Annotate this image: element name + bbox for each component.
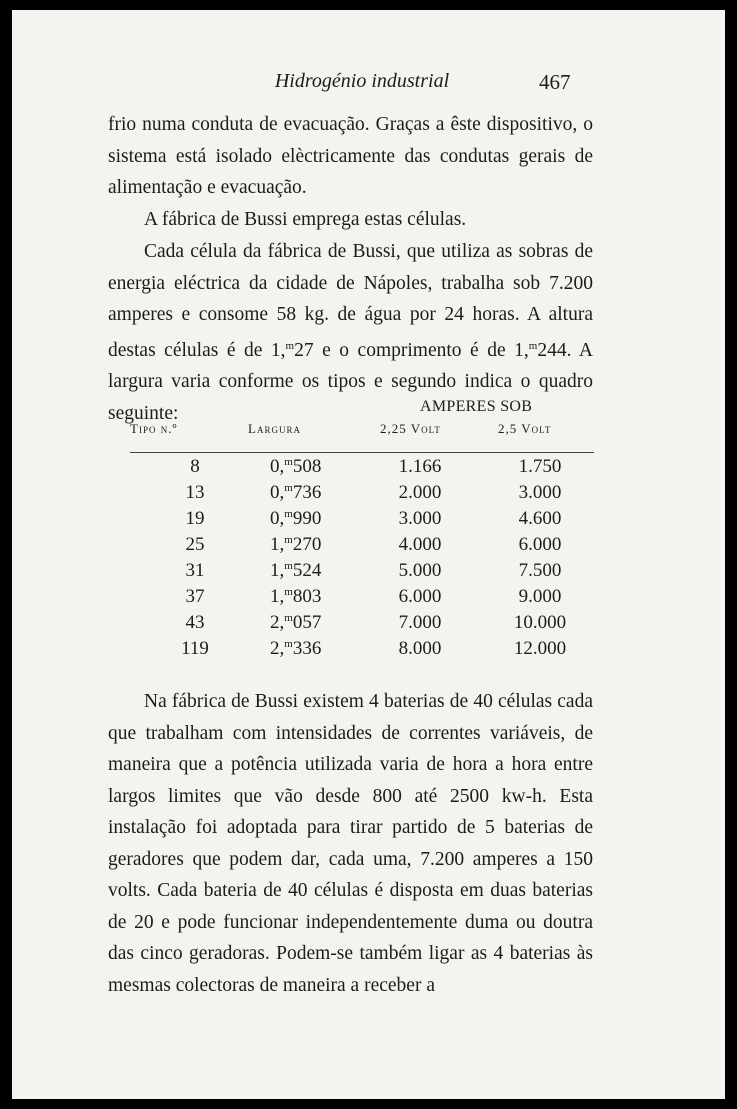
running-header-title: Hidrogénio industrial bbox=[274, 70, 450, 92]
cell-amperes-2-5-volt: 1.750 bbox=[518, 456, 562, 477]
column-header-2-5-volt: 2,5 Volt bbox=[498, 421, 552, 436]
meter-unit-superscript: m bbox=[284, 534, 293, 546]
cell-largura: 2,$^m$057 bbox=[270, 612, 322, 633]
cell-tipo: 119 bbox=[181, 638, 209, 659]
cell-amperes-2-5-volt: 4.600 bbox=[518, 508, 562, 529]
column-header-tipo: Tipo n.º bbox=[130, 421, 178, 436]
cell-amperes-2-5-volt: 9.000 bbox=[518, 586, 562, 607]
cell-tipo: 43 bbox=[185, 612, 205, 633]
meter-unit-superscript: m bbox=[284, 456, 293, 468]
cell-largura: 1,$^m$270 bbox=[270, 534, 322, 555]
table-row bbox=[130, 482, 594, 508]
cell-tipo: 8 bbox=[190, 456, 200, 477]
cell-amperes-2-25-volt: 3.000 bbox=[398, 508, 442, 529]
table-row bbox=[130, 456, 594, 482]
paragraph-4: Na fábrica de Bussi existem 4 baterias de 40 células cada que trabalham com intensidades de correntes variáveis, de maneira que a potência utilizada varia de hora a hora entre largos limites que vão desde 800 até 2500 kw-h. Esta instalação foi adoptada para tirar partido de 5 baterias de geradores que podem dar, cada uma, 7.200 amperes a 150 volts. Cada bateria de 40 células é disposta em duas baterias de 20 e pode funcionar independentemente duma ou doutra das cinco geradoras. Podem-se também ligar as 4 baterias às mesmas colectoras de maneira a receber a bbox=[108, 691, 593, 996]
cell-amperes-2-25-volt: 6.000 bbox=[398, 586, 442, 607]
cell-amperes-2-5-volt: 10.000 bbox=[513, 612, 567, 633]
cell-largura: 0,$^m$508 bbox=[270, 456, 322, 477]
meter-unit-superscript: m bbox=[284, 560, 293, 572]
cell-amperes-2-25-volt: 4.000 bbox=[398, 534, 442, 555]
cell-amperes-2-25-volt: 8.000 bbox=[398, 638, 442, 659]
cell-largura: 0,$^m$736 bbox=[270, 482, 322, 503]
table-row bbox=[130, 638, 594, 664]
cell-largura: 2,$^m$336 bbox=[270, 638, 322, 659]
paragraph-3: Cada célula da fábrica de Bussi, que utiliza as sobras de energia eléctrica da cidade de Nápoles, trabalha sob 7.200 amperes e consome 58 kg. de água por 24 horas. A altura destas células é de 1,$^m$27 e o comprimento é de 1,$^m$244. A largura varia conforme os tipos e segundo indica o quadro seguinte: bbox=[108, 241, 593, 424]
cell-largura: 1,$^m$803 bbox=[270, 586, 322, 607]
table-row bbox=[130, 534, 594, 560]
cell-amperes-2-5-volt: 12.000 bbox=[513, 638, 567, 659]
cell-amperes-2-5-volt: 6.000 bbox=[518, 534, 562, 555]
meter-unit-superscript: m bbox=[285, 339, 295, 352]
paragraph-1: frio numa conduta de evacuação. Graças a êste dispositivo, o sistema está isolado elèctricamente das condutas gerais de alimentação e evacuação. bbox=[108, 114, 593, 198]
meter-unit-superscript: m bbox=[284, 508, 293, 520]
cell-amperes-2-5-volt: 7.500 bbox=[518, 560, 562, 581]
table-row bbox=[130, 560, 594, 586]
table-row bbox=[130, 612, 594, 638]
cell-tipo: 37 bbox=[185, 586, 205, 607]
cell-tipo: 31 bbox=[185, 560, 205, 581]
cell-tipo: 25 bbox=[185, 534, 205, 555]
meter-unit-superscript: m bbox=[284, 638, 293, 650]
cell-tipo: 13 bbox=[185, 482, 205, 503]
cell-amperes-2-25-volt: 2.000 bbox=[398, 482, 442, 503]
column-header-largura: Largura bbox=[248, 421, 301, 436]
cell-amperes-2-25-volt: 1.166 bbox=[398, 456, 442, 477]
meter-unit-superscript: m bbox=[284, 612, 293, 624]
header-rule bbox=[130, 452, 594, 453]
table-row bbox=[130, 508, 594, 534]
cell-amperes-2-25-volt: 5.000 bbox=[398, 560, 442, 581]
page-number: 467 bbox=[539, 70, 571, 94]
cell-amperes-2-5-volt: 3.000 bbox=[518, 482, 562, 503]
paragraph-2: A fábrica de Bussi emprega estas células. bbox=[144, 209, 467, 230]
cell-largura: 0,$^m$990 bbox=[270, 508, 322, 529]
cell-largura: 1,$^m$524 bbox=[270, 560, 322, 581]
meter-unit-superscript: m bbox=[284, 586, 293, 598]
amperes-group-header: AMPERES SOB bbox=[420, 398, 533, 415]
cell-amperes-2-25-volt: 7.000 bbox=[398, 612, 442, 633]
meter-unit-superscript: m bbox=[528, 339, 538, 352]
table-body bbox=[130, 456, 594, 664]
meter-unit-superscript: m bbox=[284, 482, 293, 494]
table-row bbox=[130, 586, 594, 612]
cell-tipo: 19 bbox=[185, 508, 205, 529]
column-header-2-25-volt: 2,25 Volt bbox=[380, 421, 441, 436]
book-page bbox=[12, 10, 725, 1099]
